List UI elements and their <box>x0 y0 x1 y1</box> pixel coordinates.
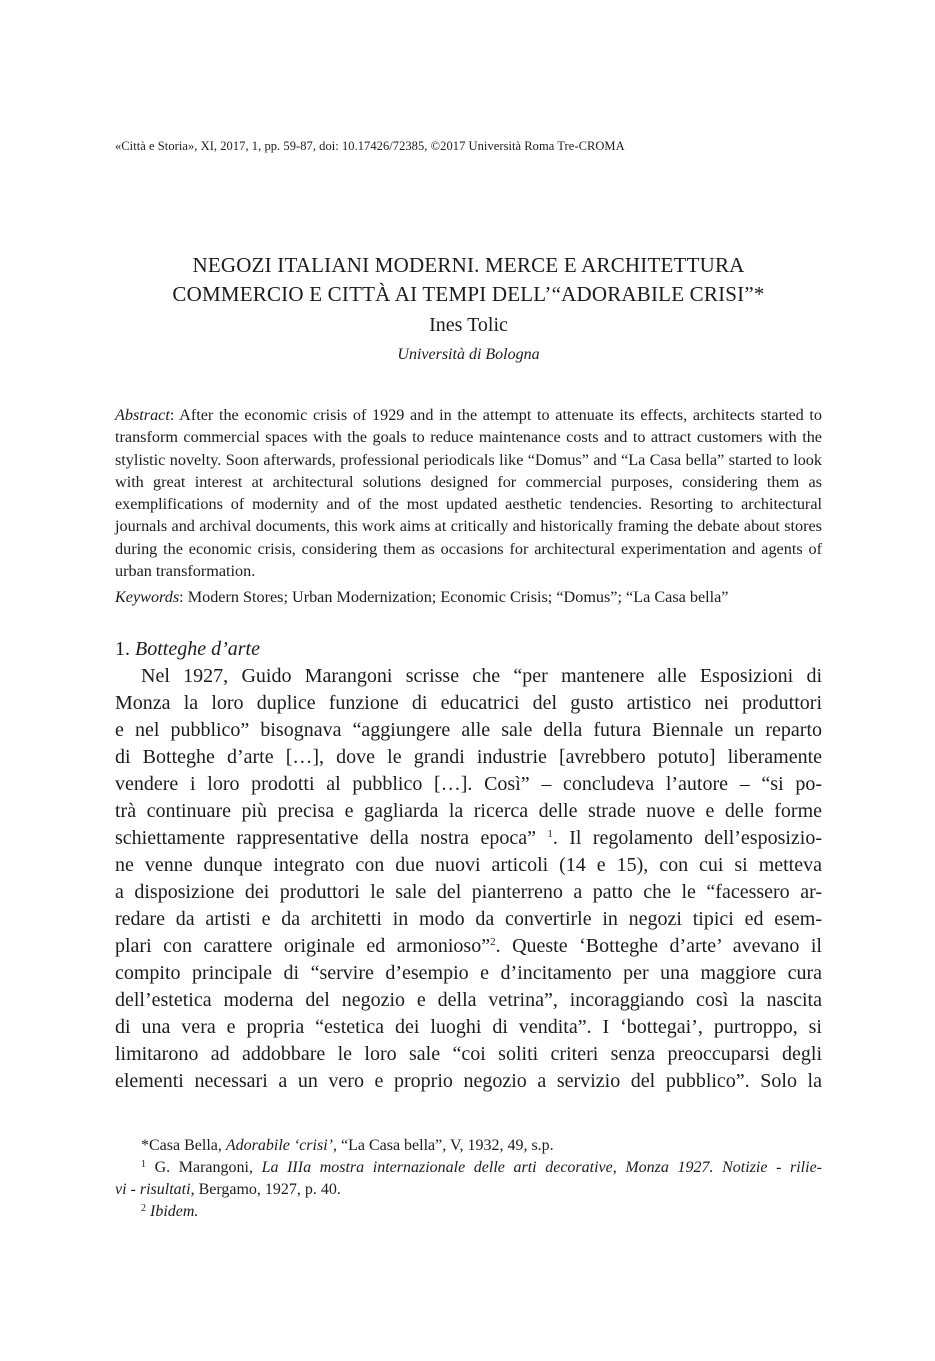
article-page <box>115 0 822 1361</box>
body-line: Monza la loro duplice funzione di educatrici del gusto artistico nei produttori <box>115 692 822 714</box>
footnote-2 <box>115 1201 822 1223</box>
body-line: redare da artisti e da architetti in modo da convertirle in negozi tipici ed esem- <box>115 908 822 930</box>
body-line: Nel 1927, Guido Marangoni scrisse che “per mantenere alle Esposizioni di <box>141 665 822 687</box>
body-line: limitarono ad addobbare le loro sale “coi soliti criteri senza preoccuparsi degli <box>115 1043 822 1065</box>
footnotes <box>115 1135 822 1223</box>
abstract-label: Abstract <box>115 406 170 424</box>
abstract <box>115 404 822 582</box>
footnote-star-prefix: *Casa Bella, <box>141 1137 226 1154</box>
body-line <box>115 933 822 960</box>
body-line-part: . Queste ‘Botteghe d’arte’ avevano il <box>495 935 822 957</box>
body-line: compito principale di “servire d’esempio e d’incitamento per una maggiore cura <box>115 962 822 984</box>
author-name: Ines Tolic <box>429 314 508 336</box>
body-line: e nel pubblico” bisognava “aggiungere alle sale della futura Biennale un reparto <box>115 719 822 741</box>
article-title-line-1: NEGOZI ITALIANI MODERNI. MERCE E ARCHITETTURA <box>192 253 745 277</box>
footnote-1 <box>115 1157 822 1179</box>
keywords-label: Keywords <box>115 588 180 606</box>
body-line-part: plari con carattere originale ed armonioso” <box>115 935 491 957</box>
body-line-part: schiettamente rappresentative della nostra epoca” <box>115 827 536 849</box>
footnote-2-mark: 2 <box>141 1203 146 1214</box>
body-line-part: . Il regolamento dell’esposizio- <box>552 827 822 849</box>
abstract-text: : After the economic crisis of 1929 and in the attempt to attenuate its effects, architects started to transform commercial spaces with the goals to reduce maintenance costs and to attract customers with the stylistic novelty. Soon afterwards, professional periodicals like “Domus” and “La Casa bella” started to look with great interest at architectural solutions designed for commercial purposes, considering them as exemplifications of modernity and of the most updated aesthetic tendencies. Resorting to architectural journals and archival documents, this work aims at critically and historically framing the debate about stores during the economic crisis, considering them as occasions for architectural experimentation and agents of urban transformation. <box>115 406 822 581</box>
author-affiliation: Università di Bologna <box>397 346 540 363</box>
footnote-1-rest: , Bergamo, 1927, p. 40. <box>190 1181 341 1198</box>
keywords <box>115 586 822 608</box>
body-line: di Botteghe d’arte […], dove le grandi industrie [avrebbero potuto] liberamente <box>115 746 822 768</box>
footnote-1-author: G. Marangoni, <box>146 1159 262 1176</box>
footnote-1-cont <box>115 1179 822 1201</box>
footnote-1-title-cont: vi - risultati <box>115 1181 191 1198</box>
keywords-text: : Modern Stores; Urban Modernization; Economic Crisis; “Domus”; “La Casa bella” <box>179 588 729 606</box>
journal-citation-header: «Città e Storia», XI, 2017, 1, pp. 59-87, doi: 10.17426/72385, ©2017 Università Roma Tre-CROMA <box>115 139 625 153</box>
body-line: dell’estetica moderna del negozio e della vetrina”, incoraggiando così la nascita <box>115 989 822 1011</box>
footnote-star-title: Adorabile ‘crisi’ <box>225 1137 333 1154</box>
section-heading <box>115 638 260 661</box>
body-line: ne venne dunque integrato con due nuovi articoli (14 e 15), con cui si metteva <box>115 854 822 876</box>
body-line: di una vera e propria “estetica dei luoghi di vendita”. I ‘bottegai’, purtroppo, si <box>115 1016 822 1038</box>
article-title-line-2: COMMERCIO E CITTÀ AI TEMPI DELL’“ADORABILE CRISI”* <box>172 282 765 306</box>
footnote-2-text: Ibidem. <box>150 1203 199 1220</box>
footnote-ref-1[interactable]: 1 <box>547 828 553 840</box>
section-title: Botteghe d’arte <box>135 638 260 660</box>
footnote-star <box>115 1135 822 1157</box>
body-line: a disposizione dei produttori le sale del pianterreno a patto che le “facessero ar- <box>115 881 822 903</box>
footnote-1-mark: 1 <box>141 1159 146 1170</box>
footnote-ref-2[interactable]: 2 <box>490 936 496 948</box>
body-line <box>115 825 822 852</box>
section-number: 1. <box>115 638 135 660</box>
footnote-star-rest: , “La Casa bella”, V, 1932, 49, s.p. <box>332 1137 554 1154</box>
footnote-1-title: La IIIa mostra internazionale delle arti decorative, Monza 1927. Notizie - rilie- <box>261 1159 823 1176</box>
body-line: vendere i loro prodotti al pubblico […]. Così” – concludeva l’autore – “si po- <box>115 773 822 795</box>
body-line: elementi necessari a un vero e proprio negozio a servizio del pubblico”. Solo la <box>115 1070 822 1092</box>
body-text <box>115 663 822 1095</box>
body-line: trà continuare più precisa e gagliarda la ricerca delle strade nuove e delle forme <box>115 800 822 822</box>
